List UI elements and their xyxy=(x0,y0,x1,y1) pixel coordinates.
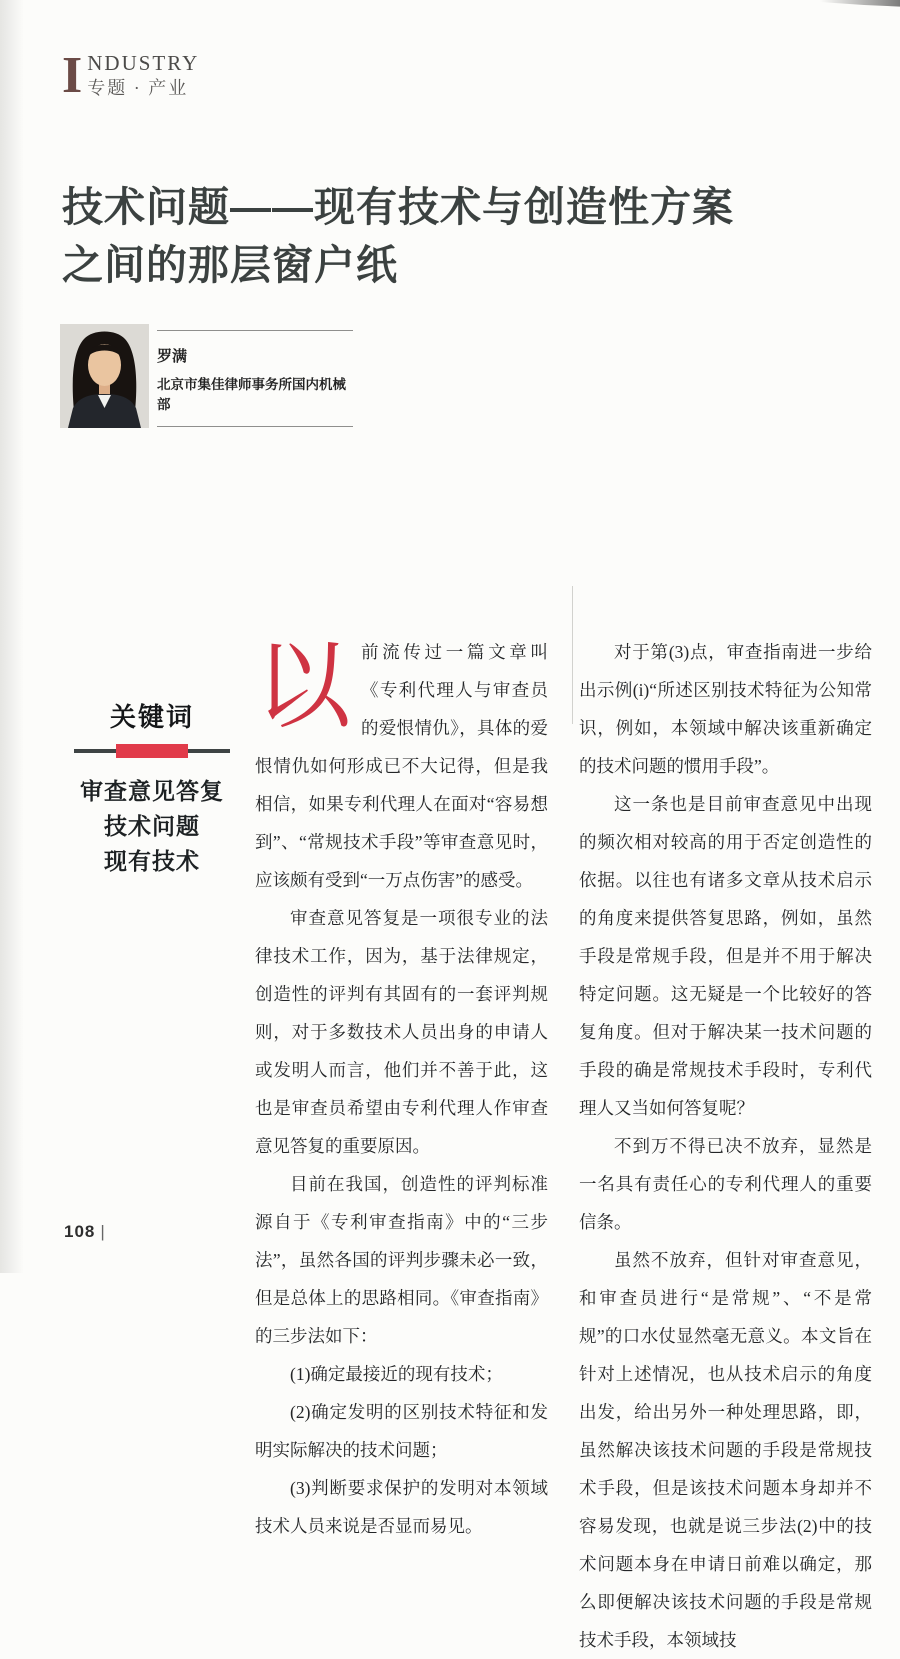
paragraph-text: 前流传过一篇文章叫《专利代理人与审查员的爱恨情仇》，具体的爱恨情仇如何形成已不大记得，但是我相信，如果专利代理人在面对“容易想到”、“常规技术手段”等审查意见时，应该颇有受到“一万点伤害”的感受。 xyxy=(255,642,548,890)
paragraph: 不到万不得已决不放弃，显然是一名具有责任心的专利代理人的重要信条。 xyxy=(579,1136,872,1232)
page-number xyxy=(64,1222,106,1242)
paragraph: 审查意见答复是一项很专业的法律技术工作，因为，基于法律规定，创造性的评判有其固有的一套评判规则，对于多数技术人员出身的申请人或发明人而言，他们并不善于此，这也是审查员希望由专利代理人作审查意见答复的重要原因。 xyxy=(255,908,548,1156)
industry-label: NDUSTRY xyxy=(87,51,200,75)
scan-shadow-left xyxy=(0,0,24,1273)
author-affiliation: 北京市集佳律师事务所国内机械部 xyxy=(157,376,346,412)
author-name: 罗满 xyxy=(157,347,188,365)
author-portrait-illustration xyxy=(60,324,149,428)
article-title-line2: 之间的那层窗户纸 xyxy=(62,242,398,289)
paragraph: 对于第(3)点，审查指南进一步给出示例(i)“所述区别技术特征为公知常识，例如，本领域中解决该重新确定的技术问题的惯用手段”。 xyxy=(579,642,872,776)
keyword-item: 审查意见答复 xyxy=(80,779,224,804)
article-title-line1: 技术问题——现有技术与创造性方案 xyxy=(62,184,734,230)
list-step-1: (1)确定最接近的现有技术； xyxy=(290,1364,503,1384)
section-label: 专题 · 产业 xyxy=(87,78,189,98)
author-info xyxy=(157,330,353,427)
article-column-1 xyxy=(255,633,548,1545)
keywords-divider-accent xyxy=(116,744,188,758)
list-step-2: (2)确定发明的区别技术特征和发明实际解决的技术问题； xyxy=(255,1402,548,1460)
list-step-3: (3)判断要求保护的发明对本领域技术人员来说是否显而易见。 xyxy=(255,1478,548,1536)
keywords-list xyxy=(72,774,232,879)
page-number-value: 108 xyxy=(64,1222,96,1241)
keyword-item: 现有技术 xyxy=(104,849,200,874)
column-gutter-artifact xyxy=(572,586,573,724)
section-header-text xyxy=(87,52,199,100)
paragraph: 这一条也是目前审查意见中出现的频次相对较高的用于否定创造性的依据。以往也有诸多文章从技术启示的角度来提供答复思路，例如，虽然手段是常规手段，但是并不用于解决特定问题。这无疑是一个比较好的答复角度。但对于解决某一技术问题的手段的确是常规技术手段时，专利代理人又当如何答复呢？ xyxy=(579,794,872,1118)
scan-smudge-top-right xyxy=(820,0,900,11)
paragraph: 目前在我国，创造性的评判标准源自于《专利审查指南》中的“三步法”，虽然各国的评判步骤未必一致，但是总体上的思路相同。《审查指南》的三步法如下： xyxy=(255,1174,548,1346)
article-title xyxy=(62,178,782,294)
paragraph: 虽然不放弃，但针对审查意见，和审查员进行“是常规”、“不是常规”的口水仗显然毫无意义。本文旨在针对上述情况，也从技术启示的角度出发，给出另外一种处理思路，即，虽然解决该技术问题的手段是常规技术手段，但是该技术问题本身却并不容易发现，也就是说三步法(2)中的技术问题本身在申请日前难以确定，那么即便解决该技术问题的手段是常规技术手段，本领域技 xyxy=(579,1250,872,1650)
page-number-separator: | xyxy=(100,1222,106,1241)
dropcap-character: 以 xyxy=(255,633,351,740)
keyword-item: 技术问题 xyxy=(104,814,200,839)
article-column-2 xyxy=(579,633,872,1659)
paragraph-with-dropcap xyxy=(255,633,548,899)
author-photo xyxy=(60,324,149,428)
keywords-heading: 关键词 xyxy=(109,703,194,732)
section-header xyxy=(62,47,200,104)
industry-initial: I xyxy=(62,47,83,104)
keywords-divider xyxy=(72,744,232,758)
keywords-panel xyxy=(72,697,232,879)
